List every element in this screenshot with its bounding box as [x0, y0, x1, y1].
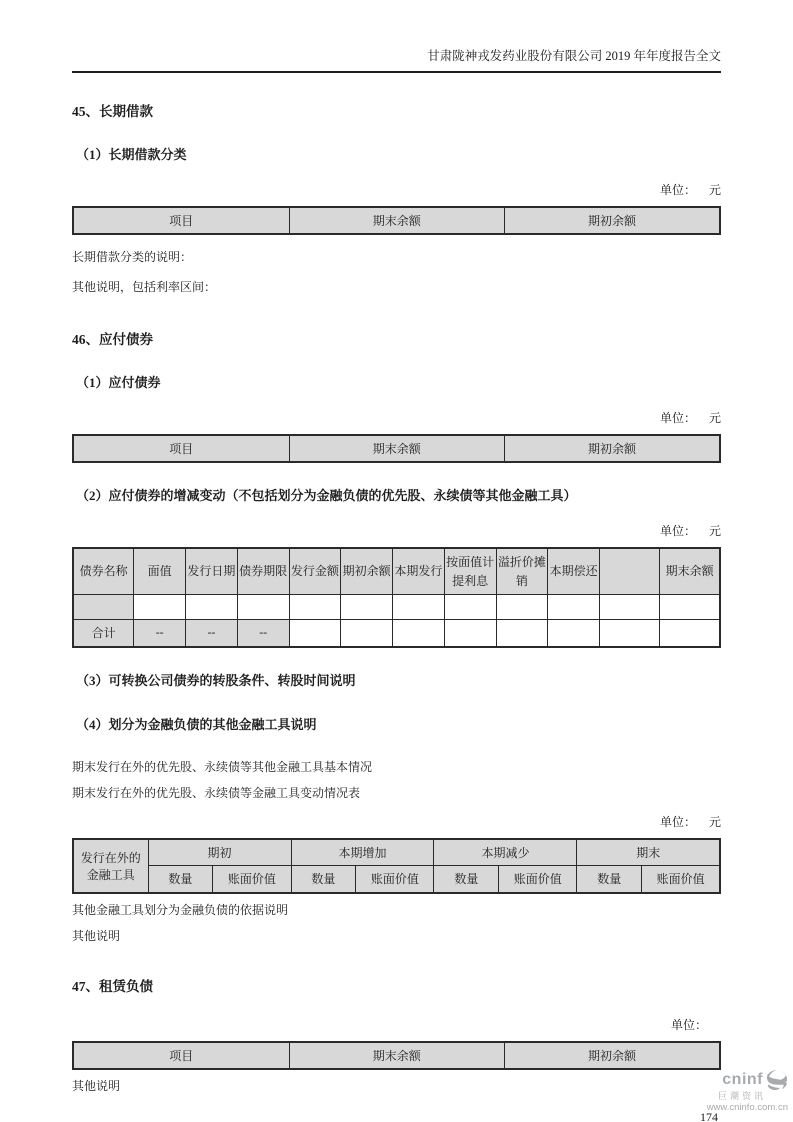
col-header-opening-balance: 期初余额: [505, 207, 720, 234]
cell: --: [186, 620, 238, 647]
cell: --: [134, 620, 186, 647]
section-46-sub4: （4）划分为金融负债的其他金融工具说明: [76, 716, 317, 732]
unit-label: 单位：: [659, 524, 696, 538]
col-bond-name: 债券名称: [73, 548, 134, 595]
group-header-opening: 期初: [148, 839, 291, 866]
instruments-basic-para: 期末发行在外的优先股、永续债等其他金融工具基本情况: [72, 759, 373, 774]
col-blank: [600, 548, 660, 595]
col-header-opening-balance: 期初余额: [505, 435, 720, 462]
cninfo-watermark: [707, 1070, 788, 1114]
cell: [393, 595, 445, 620]
sub-header-quantity: 数量: [148, 866, 213, 893]
cell: [548, 620, 600, 647]
col-header-opening-balance: 期初余额: [505, 1042, 720, 1069]
unit-currency: 元: [708, 411, 721, 425]
unit-line-3: [72, 522, 721, 539]
cell: [341, 595, 393, 620]
lease-liability-table: [72, 1041, 721, 1070]
cell: [186, 595, 238, 620]
cell: [600, 620, 660, 647]
cninfo-logo-text: cninf: [722, 1070, 763, 1088]
col-current-repayment: 本期偿还: [548, 548, 600, 595]
section-47-title: 47、租赁负债: [72, 978, 153, 994]
cell: [548, 595, 600, 620]
cell: [444, 620, 496, 647]
col-header-item: 项目: [73, 207, 289, 234]
cninfo-chinese-name: 巨潮资讯: [717, 1090, 766, 1101]
table-row: [73, 595, 720, 620]
col-issue-amount: 发行金额: [289, 548, 341, 595]
instruments-change-para: 期末发行在外的优先股、永续债等金融工具变动情况表: [72, 785, 361, 800]
cell: [341, 620, 393, 647]
sub-header-quantity: 数量: [291, 866, 356, 893]
sub-header-quantity: 数量: [577, 866, 642, 893]
sub-header-quantity: 数量: [434, 866, 499, 893]
cell: [289, 620, 341, 647]
group-header-closing: 期末: [577, 839, 720, 866]
group-header-decrease: 本期减少: [434, 839, 577, 866]
lease-other-note: 其他说明: [72, 1078, 121, 1093]
col-interest-at-face: 按面值计提利息: [444, 548, 496, 595]
unit-label: 单位：: [659, 183, 696, 197]
cell: [73, 595, 134, 620]
col-current-issue: 本期发行: [393, 548, 445, 595]
cell: [496, 620, 548, 647]
long-term-loan-table: [72, 206, 721, 235]
col-premium-amortization: 溢折价摊销: [496, 548, 548, 595]
cell: [444, 595, 496, 620]
cell: [237, 595, 289, 620]
cninfo-swirl-icon: [766, 1070, 788, 1090]
cell: [289, 595, 341, 620]
group-header-increase: 本期增加: [291, 839, 434, 866]
section-45-title: 45、长期借款: [72, 104, 153, 119]
total-row: [73, 620, 720, 647]
col-header-closing-balance: 期末余额: [289, 1042, 504, 1069]
col-opening-balance: 期初余额: [341, 548, 393, 595]
page-number: 174: [700, 1109, 718, 1122]
col-face-value: 面值: [134, 548, 186, 595]
col-header-item: 项目: [73, 435, 289, 462]
report-title: 甘肃陇神戎发药业股份有限公司 2019 年年度报告全文: [427, 49, 721, 63]
unit-line-5: [72, 1016, 721, 1033]
col-header-item: 项目: [73, 1042, 289, 1069]
section-46-sub2: （2）应付债券的增减变动（不包括划分为金融负债的优先股、永续债等其他金融工具）: [76, 488, 577, 503]
col-bond-term: 债券期限: [237, 548, 289, 595]
sub-header-carrying-value: 账面价值: [642, 866, 720, 893]
loan-other-note: 其他说明，包括利率区间：: [72, 280, 217, 294]
corner-line2: 金融工具: [86, 867, 135, 882]
col-header-closing-balance: 期末余额: [289, 207, 504, 234]
cell: --: [237, 620, 289, 647]
cell: [134, 595, 186, 620]
col-closing-balance: 期末余额: [660, 548, 720, 595]
col-header-closing-balance: 期末余额: [289, 435, 504, 462]
section-45-sub1: （1）长期借款分类: [76, 147, 187, 162]
section-46-sub3: （3）可转换公司债券的转股条件、转股时间说明: [76, 672, 356, 688]
total-label: 合计: [73, 620, 134, 647]
cell: [600, 595, 660, 620]
unit-line-2: [72, 409, 721, 426]
sub-header-carrying-value: 账面价值: [499, 866, 577, 893]
bonds-payable-table: [72, 434, 721, 463]
unit-currency: 元: [708, 814, 721, 829]
section-46-title: 46、应付债券: [72, 332, 153, 347]
sub-header-carrying-value: 账面价值: [213, 866, 291, 893]
unit-label: 单位：: [670, 1017, 707, 1032]
unit-label: 单位：: [659, 814, 696, 829]
bond-movement-table: [72, 547, 721, 648]
unit-currency: 元: [708, 183, 721, 197]
cell: [393, 620, 445, 647]
other-note: 其他说明: [72, 928, 121, 943]
corner-header-outstanding-instruments: [73, 839, 148, 893]
cell: [660, 620, 720, 647]
financial-instruments-table: [72, 838, 721, 894]
cell: [496, 595, 548, 620]
corner-line1: 发行在外的: [80, 850, 141, 865]
section-46-sub1: （1）应付债券: [76, 375, 161, 390]
cell: [660, 595, 720, 620]
unit-line-4: [72, 813, 721, 830]
unit-label: 单位：: [659, 411, 696, 425]
col-issue-date: 发行日期: [186, 548, 238, 595]
loan-classification-note: 长期借款分类的说明：: [72, 250, 193, 264]
instruments-basis-note: 其他金融工具划分为金融负债的依据说明: [72, 902, 289, 917]
sub-header-carrying-value: 账面价值: [356, 866, 434, 893]
unit-currency: 元: [708, 524, 721, 538]
document-header: [72, 0, 721, 73]
unit-line-1: [72, 181, 721, 198]
cninfo-url: www.cninfo.com.cn: [706, 1102, 788, 1114]
